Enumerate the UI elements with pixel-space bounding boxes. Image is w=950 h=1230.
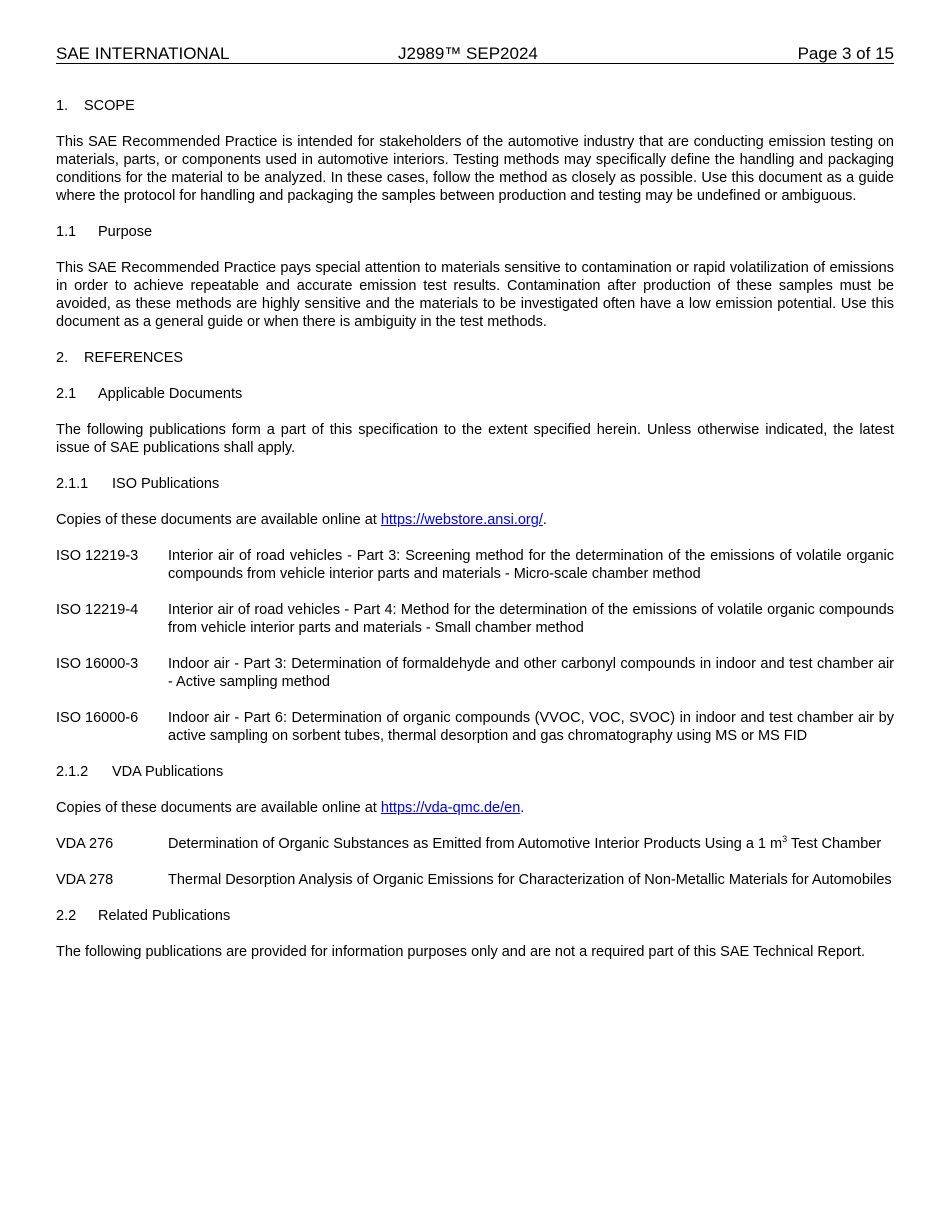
section-heading-applicable bbox=[56, 385, 894, 403]
copies-text: Copies of these documents are available online at bbox=[56, 800, 381, 816]
section-title: Purpose bbox=[98, 224, 153, 240]
reference-item bbox=[56, 601, 894, 637]
applicable-paragraph: The following publications form a part of this specification to the extent specified herein. Unless otherwise indicated, the latest issue of SAE publications shall apply. bbox=[56, 422, 894, 456]
section-title: VDA Publications bbox=[112, 764, 224, 780]
section-heading-related bbox=[56, 907, 894, 925]
section-heading-purpose bbox=[56, 223, 894, 241]
header-page-number: Page 3 of 15 bbox=[797, 44, 894, 63]
scope-paragraph: This SAE Recommended Practice is intended for stakeholders of the automotive industry that are conducting emission testing on materials, parts, or components used in automotive interiors. Testing methods may specifically define the handling and packaging conditions for the material to be analyzed. In these cases, follow the method as closely as possible. Use this document as a guide where the protocol for handling and packaging the samples between production and testing may be undefined or ambiguous. bbox=[56, 134, 894, 204]
section-number: 1.1 bbox=[56, 224, 77, 240]
ansi-webstore-link[interactable]: https://webstore.ansi.org/ bbox=[380, 512, 543, 528]
section-title: SCOPE bbox=[84, 98, 135, 114]
header-org: SAE INTERNATIONAL bbox=[56, 44, 230, 63]
period: . bbox=[542, 512, 547, 528]
page-header bbox=[56, 44, 894, 64]
desc-text: Determination of Organic Substances as Emitted from Automotive Interior Products Using a 1 m bbox=[168, 836, 783, 852]
section-number: 2.1 bbox=[56, 386, 77, 402]
reference-code: ISO 12219-4 bbox=[56, 602, 139, 618]
reference-item bbox=[56, 709, 894, 745]
period: . bbox=[520, 800, 525, 816]
section-heading-vda bbox=[56, 763, 894, 781]
section-title: REFERENCES bbox=[84, 350, 184, 366]
reference-description: Thermal Desorption Analysis of Organic Emissions for Characterization of Non-Metallic Materials for Automobiles bbox=[168, 872, 892, 888]
section-heading-scope bbox=[56, 97, 894, 115]
reference-code: VDA 278 bbox=[56, 872, 114, 888]
vda-qmc-link[interactable]: https://vda-qmc.de/en bbox=[380, 800, 521, 816]
related-paragraph: The following publications are provided for information purposes only and are not a required part of this SAE Technical Report. bbox=[56, 944, 865, 960]
section-number: 2.1.2 bbox=[56, 764, 89, 780]
vda-copies-paragraph bbox=[56, 799, 894, 817]
reference-description: Indoor air - Part 3: Determination of formaldehyde and other carbonyl compounds in indoor and test chamber air - Active sampling method bbox=[168, 656, 894, 690]
reference-description: Indoor air - Part 6: Determination of organic compounds (VVOC, VOC, SVOC) in indoor and test chamber air by active sampling on sorbent tubes, thermal desorption and gas chromatography using MS or MS FID bbox=[168, 710, 894, 744]
section-heading-references bbox=[56, 349, 894, 367]
section-number: 2. bbox=[56, 350, 69, 366]
purpose-paragraph: This SAE Recommended Practice pays special attention to materials sensitive to contamination or rapid volatilization of emissions in order to achieve repeatable and accurate emission test results. Contamination after production of these samples must be avoided, as these methods are highly sensitive and the materials to be investigated often have a low emission potential. Use this document as a general guide or when there is ambiguity in the test methods. bbox=[56, 260, 894, 330]
reference-item bbox=[56, 835, 894, 853]
reference-code: ISO 12219-3 bbox=[56, 548, 139, 564]
iso-copies-paragraph bbox=[56, 511, 894, 529]
reference-code: VDA 276 bbox=[56, 836, 114, 852]
section-number: 1. bbox=[56, 98, 69, 114]
section-heading-iso bbox=[56, 475, 894, 493]
section-title: Applicable Documents bbox=[98, 386, 243, 402]
section-title: ISO Publications bbox=[112, 476, 220, 492]
reference-code: ISO 16000-6 bbox=[56, 710, 139, 726]
section-number: 2.2 bbox=[56, 908, 77, 924]
reference-description bbox=[168, 835, 894, 853]
superscript: 3 bbox=[782, 834, 788, 844]
document-body bbox=[56, 97, 894, 979]
reference-item bbox=[56, 871, 894, 889]
reference-code: ISO 16000-3 bbox=[56, 656, 139, 672]
copies-text: Copies of these documents are available online at bbox=[56, 512, 381, 528]
header-doc-id: J2989™ SEP2024 bbox=[398, 44, 538, 63]
reference-item bbox=[56, 547, 894, 583]
section-number: 2.1.1 bbox=[56, 476, 89, 492]
reference-description: Interior air of road vehicles - Part 4: Method for the determination of the emissions of volatile organic compounds from vehicle interior parts and materials - Small chamber method bbox=[168, 602, 894, 636]
reference-description: Interior air of road vehicles - Part 3: Screening method for the determination of the emissions of volatile organic compounds from vehicle interior parts and materials - Micro-scale chamber method bbox=[168, 548, 894, 582]
reference-item bbox=[56, 655, 894, 691]
section-title: Related Publications bbox=[98, 908, 231, 924]
desc-text: Test Chamber bbox=[787, 836, 882, 852]
